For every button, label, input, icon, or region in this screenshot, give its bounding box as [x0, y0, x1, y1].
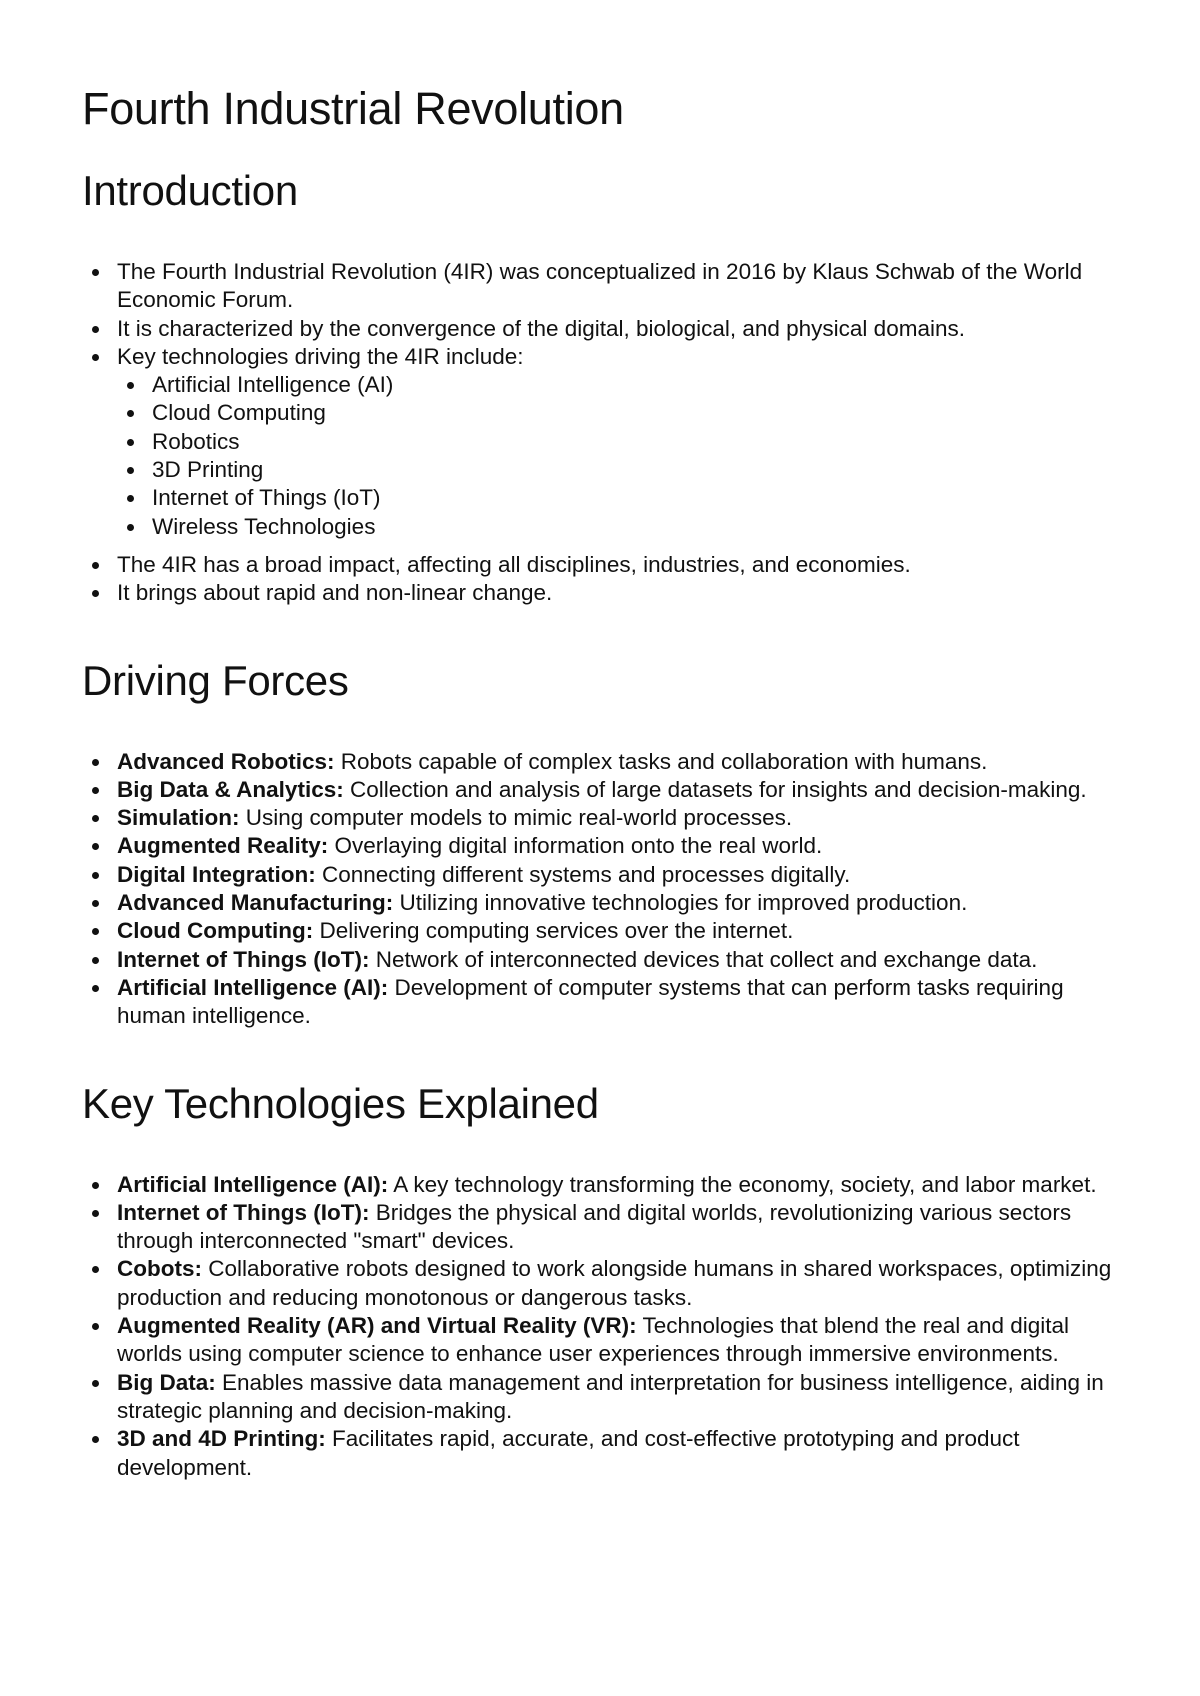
list-item [82, 974, 1120, 1031]
list-item: It is characterized by the convergence of the digital, biological, and physical domains. [82, 315, 1120, 343]
term: Cobots: [117, 1256, 202, 1282]
definition: Development of computer systems that can perform tasks requiring human intelligence. [117, 974, 1064, 1029]
term: 3D and 4D Printing: [117, 1426, 326, 1452]
list-item [82, 1171, 1120, 1199]
list-item [82, 946, 1120, 974]
definition: A key technology transforming the economy, society, and labor market. [388, 1171, 1097, 1197]
list-item: The Fourth Industrial Revolution (4IR) was conceptualized in 2016 by Klaus Schwab of the World Economic Forum. [82, 258, 1120, 315]
list-item [82, 1255, 1120, 1312]
list-item [82, 748, 1120, 776]
term: Artificial Intelligence (AI): [117, 1171, 389, 1197]
key-technologies-heading: Key Technologies Explained [82, 1079, 599, 1127]
term: Advanced Robotics: [117, 748, 335, 774]
term: Augmented Reality: [117, 833, 329, 859]
list-item [82, 1199, 1120, 1256]
document-title: Fourth Industrial Revolution [82, 83, 624, 134]
definition: Network of interconnected devices that collect and exchange data. [369, 946, 1038, 972]
list-item [82, 1369, 1120, 1426]
driving-forces-heading: Driving Forces [82, 656, 349, 704]
definition: Connecting different systems and processes digitally. [315, 861, 851, 887]
driving-forces-section [82, 652, 1120, 1031]
introduction-list [82, 258, 1120, 608]
term: Simulation: [117, 805, 240, 831]
technology-item: Artificial Intelligence (AI) [117, 371, 1120, 399]
definition: Collection and analysis of large datasets for insights and decision-making. [343, 776, 1087, 802]
term: Digital Integration: [117, 861, 316, 887]
key-technologies-section [82, 1075, 1120, 1482]
definition: Using computer models to mimic real-world processes. [239, 805, 793, 831]
definition: Overlaying digital information onto the real world. [328, 833, 823, 859]
term: Big Data: [117, 1369, 216, 1395]
list-item [82, 861, 1120, 889]
list-item: It brings about rapid and non-linear change. [82, 579, 1120, 607]
technology-item: Cloud Computing [117, 399, 1120, 427]
technology-item: Wireless Technologies [117, 513, 1120, 541]
list-item: The 4IR has a broad impact, affecting all disciplines, industries, and economies. [82, 551, 1120, 579]
term: Internet of Things (IoT): [117, 946, 370, 972]
definition: Utilizing innovative technologies for improved production. [393, 890, 968, 916]
term: Cloud Computing: [117, 918, 314, 944]
list-item [82, 832, 1120, 860]
definition: Robots capable of complex tasks and collaboration with humans. [334, 748, 988, 774]
term: Advanced Manufacturing: [117, 890, 394, 916]
list-item [82, 917, 1120, 945]
list-item [82, 804, 1120, 832]
list-item-text: Key technologies driving the 4IR include: [117, 343, 524, 369]
list-item [82, 1312, 1120, 1369]
key-technologies-list [82, 1171, 1120, 1482]
term: Internet of Things (IoT): [117, 1199, 370, 1225]
definition: Enables massive data management and interpretation for business intelligence, aiding in strategic planning and decision-making. [117, 1369, 1104, 1423]
technology-item: Internet of Things (IoT) [117, 484, 1120, 512]
introduction-heading: Introduction [82, 167, 298, 214]
definition: Delivering computing services over the internet. [313, 918, 794, 944]
technology-item: 3D Printing [117, 456, 1120, 484]
technology-list [117, 371, 1120, 541]
definition: Facilitates rapid, accurate, and cost-effective prototyping and product development. [117, 1426, 1020, 1480]
definition: Technologies that blend the real and digital worlds using computer science to enhance user experiences through immersive environments. [117, 1313, 1070, 1367]
list-item [82, 889, 1120, 917]
definition: Collaborative robots designed to work alongside humans in shared workspaces, optimizing production and reducing monotonous or dangerous tasks. [117, 1256, 1112, 1310]
list-item [82, 1425, 1120, 1482]
list-item [82, 776, 1120, 804]
driving-forces-list [82, 748, 1120, 1031]
definition: Bridges the physical and digital worlds, revolutionizing various sectors through interconnected "smart" devices. [117, 1199, 1072, 1254]
technology-item: Robotics [117, 428, 1120, 456]
term: Big Data & Analytics: [117, 776, 344, 802]
list-item [82, 343, 1120, 541]
term: Augmented Reality (AR) and Virtual Reality (VR): [117, 1313, 637, 1339]
introduction-section [82, 162, 1120, 608]
term: Artificial Intelligence (AI): [117, 974, 389, 1000]
